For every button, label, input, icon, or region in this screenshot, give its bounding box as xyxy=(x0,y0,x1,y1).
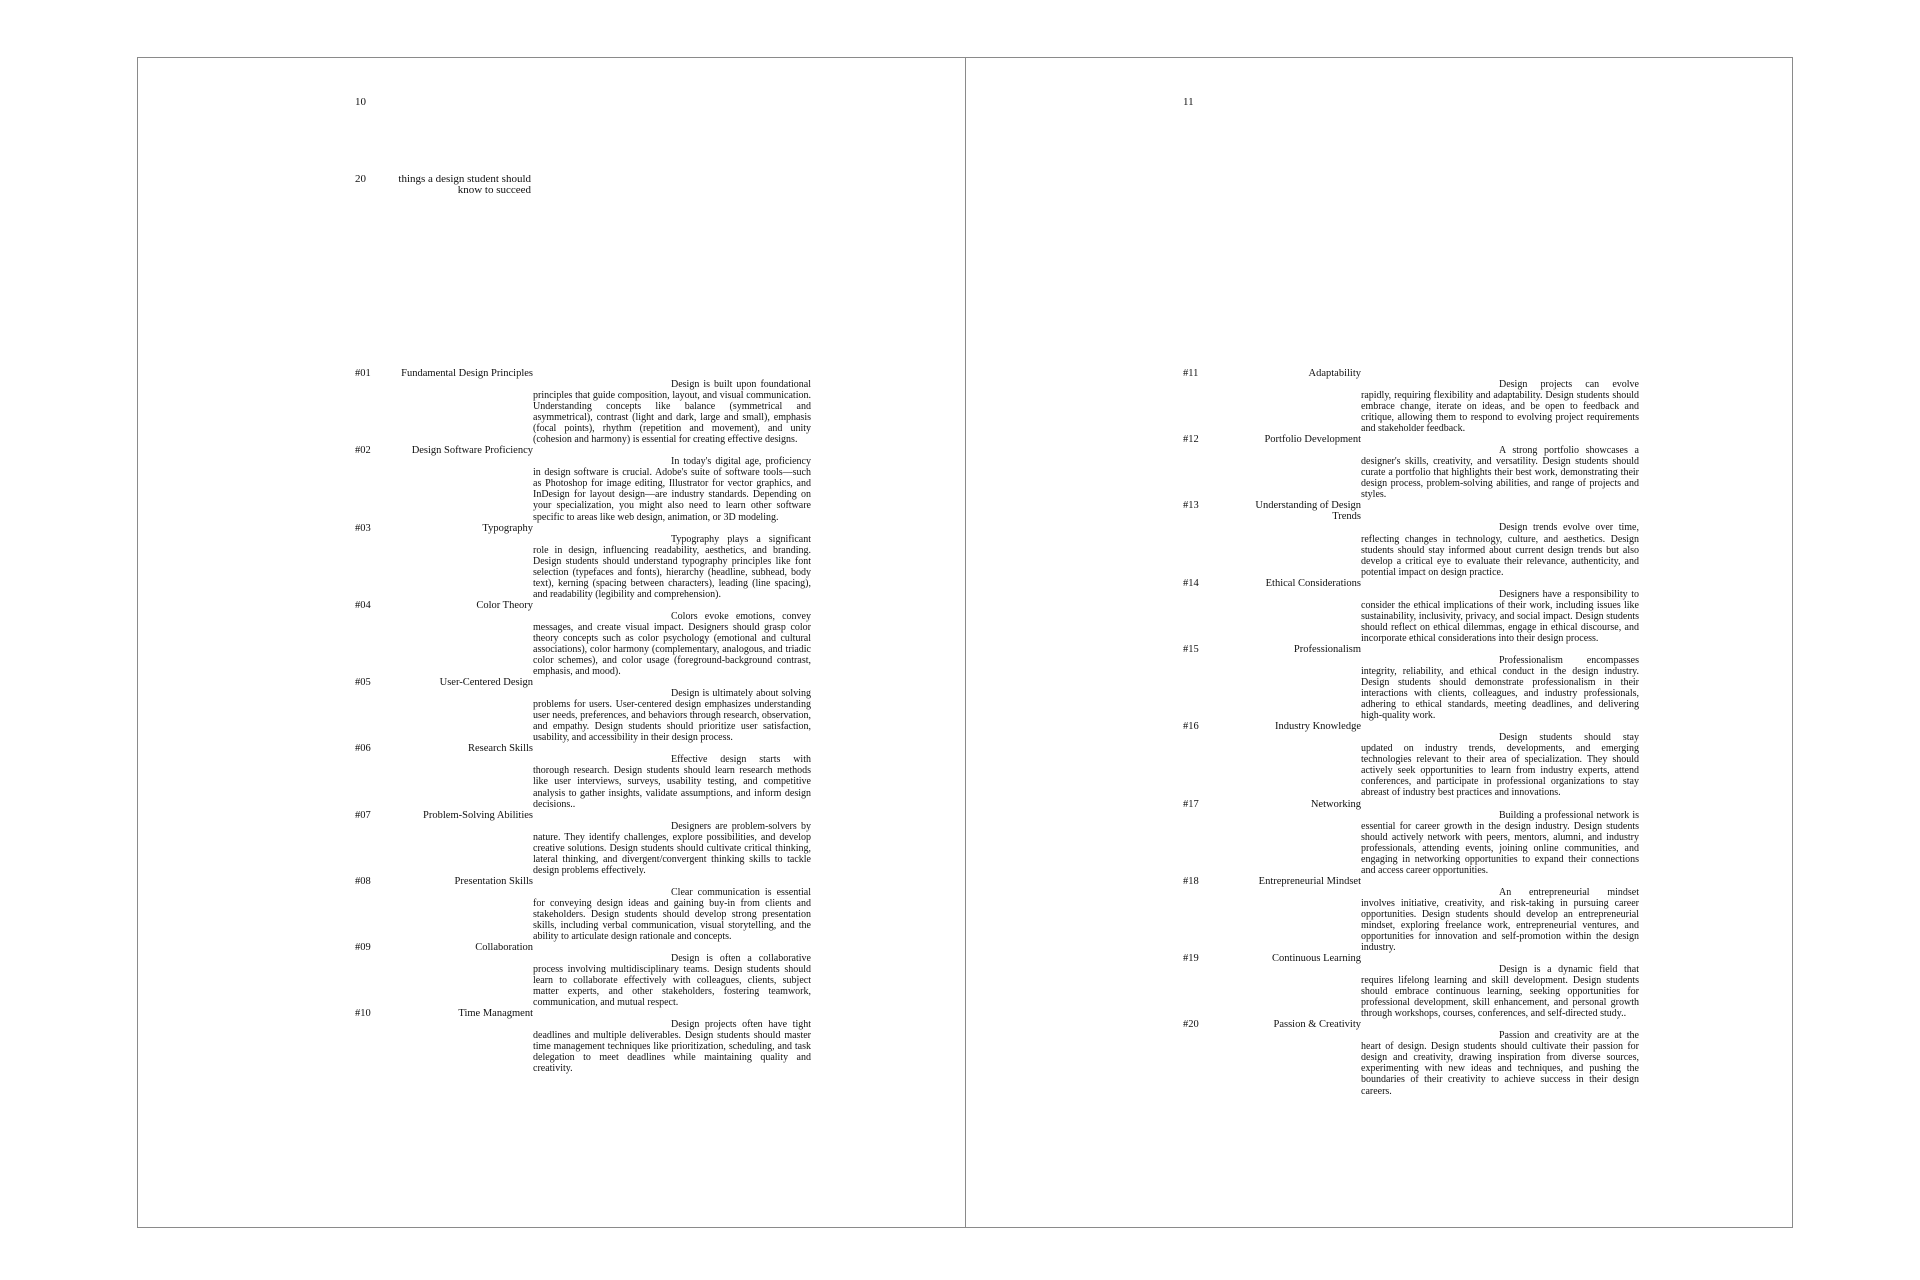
item-heading: Passion & Creativity xyxy=(1273,1019,1361,1031)
item-number: #19 xyxy=(1183,953,1199,965)
item-heading: Continuous Learning xyxy=(1272,953,1361,965)
item-number: #04 xyxy=(355,599,371,611)
list-item xyxy=(1183,876,1747,953)
list-item xyxy=(355,368,919,445)
item-body: Passion and creativity are at the heart of design. Design students should cultivate their passion for design and creativity, drawing inspiration from diverse sources, experimenting with new ideas and techniques, and pushing the boundaries of their creativity to achieve success in their design careers. xyxy=(1361,1030,1639,1097)
item-list xyxy=(355,368,919,1075)
page-number: 11 xyxy=(1183,96,1194,108)
item-heading: Problem-Solving Abilities xyxy=(423,809,533,821)
item-number: #01 xyxy=(355,368,371,379)
item-number: #17 xyxy=(1183,798,1199,810)
item-number: #18 xyxy=(1183,875,1199,887)
item-body: A strong portfolio showcases a designer's skills, creativity, and versatility. Design students should curate a portfolio that highlights their best work, demonstrating their design process, problem-solving abilities, and range of projects and styles. xyxy=(1361,445,1639,501)
item-heading: User-Centered Design xyxy=(439,677,533,689)
item-body: In today's digital age, proficiency in design software is crucial. Adobe's suite of software tools—such as Photoshop for image editing, Illustrator for vector graphics, and InDesign for layout design—are industry standards. Depending on your specialization, you might also need to learn other software specific to areas like web design, animation, or 3D modeling. xyxy=(533,456,811,523)
list-item xyxy=(355,942,919,1008)
item-number: #12 xyxy=(1183,434,1199,446)
list-item xyxy=(355,1008,919,1074)
item-body: Design is a dynamic field that requires lifelong learning and skill development. Design students should embrace continuous learning, seeking opportunities for professional development, skill enhancement, and personal growth through workshops, courses, conferences, and self-directed study.. xyxy=(1361,964,1639,1020)
item-heading: Research Skills xyxy=(467,743,533,755)
item-number: #11 xyxy=(1183,368,1199,379)
item-number: #02 xyxy=(355,445,371,457)
item-heading: Time Managment xyxy=(458,1008,533,1020)
item-heading: Adaptability xyxy=(1308,368,1361,379)
list-item xyxy=(1183,434,1747,500)
list-item xyxy=(355,445,919,522)
list-item xyxy=(1183,1019,1747,1096)
item-heading: Industry Knowledge xyxy=(1274,721,1361,733)
item-number: #15 xyxy=(1183,643,1199,655)
item-heading: Collaboration xyxy=(475,942,533,954)
item-number: #08 xyxy=(355,875,371,887)
item-body: Typography plays a significant role in design, influencing readability, aesthetics, and branding. Design students should understand typography principles like font selection (typefaces and fonts), hierarchy (headline, subhead, body text), kerning (spacing between characters), leading (line spacing), and readability (legibility and comprehension). xyxy=(533,533,811,600)
item-heading: Professionalism xyxy=(1293,643,1361,655)
item-body: Design projects can evolve rapidly, requiring flexibility and adaptability. Design students should embrace change, iterate on ideas, and be open to feedback and critique, allowing them to respond to evolving project requirements and stakeholder feedback. xyxy=(1361,379,1639,435)
item-number: #20 xyxy=(1183,1019,1199,1031)
item-heading: Fundamental Design Principles xyxy=(401,368,533,379)
list-item xyxy=(355,600,919,677)
item-number: #05 xyxy=(355,677,371,689)
item-number: #14 xyxy=(1183,577,1199,589)
item-heading: Understanding of Design Trends xyxy=(1255,500,1361,523)
list-item xyxy=(355,810,919,876)
item-number: #16 xyxy=(1183,721,1199,733)
item-body: An entrepreneurial mindset involves initiative, creativity, and risk-taking in pursuing career opportunities. Design students should develop an entrepreneurial mindset, exploring freelance work, entrepreneurial ventures, and opportunities for innovation and self-promotion within the design industry. xyxy=(1361,886,1639,954)
list-item xyxy=(1183,644,1747,721)
item-body: Clear communication is essential for conveying design ideas and gaining buy-in from clients and stakeholders. Design students should develop strong presentation skills, including verbal communication, visual storytelling, and the ability to articulate design rationale and concepts. xyxy=(533,886,811,943)
item-body: Design is often a collaborative process involving multidisciplinary teams. Design students should learn to collaborate effectively with colleagues, clients, subject matter experts, and other stakeholders, fostering teamwork, communication, and mutual respect. xyxy=(533,953,811,1009)
item-number: #03 xyxy=(355,522,371,534)
item-list xyxy=(1183,368,1747,1097)
item-body: Colors evoke emotions, convey messages, and create visual impact. Designers should grasp color theory concepts such as color psychology (emotional and cultural associations), color harmony (complementary, analogous, and triadic color schemes), and color usage (foreground-background contrast, emphasis, and mood). xyxy=(533,610,811,678)
list-item xyxy=(1183,953,1747,1019)
item-body: Building a professional network is essential for career growth in the design industry. Design students should actively network with peers, mentors, alumni, and industry professionals, attending events, joining online communities, and engaging in networking opportunities to expand their connections and access career opportunities. xyxy=(1361,809,1639,876)
item-body: Design trends evolve over time, reflecting changes in technology, culture, and aesthetics. Design students should stay informed about current design trends but also develop a critical eye to evaluate their relevance, authenticity, and potential impact on design practice. xyxy=(1361,522,1639,578)
item-heading: Design Software Proficiency xyxy=(411,445,533,457)
book-spread xyxy=(137,57,1793,1228)
item-heading: Typography xyxy=(482,522,533,534)
page-number: 10 xyxy=(355,96,366,108)
item-heading: Presentation Skills xyxy=(454,875,533,887)
item-number: #09 xyxy=(355,942,371,954)
page-title: things a design student should know to succeed xyxy=(398,173,531,196)
left-page xyxy=(138,58,965,1227)
item-body: Design is ultimately about solving problems for users. User-centered design emphasizes understanding user needs, preferences, and behaviors through research, observation, and empathy. Design students should prioritize user satisfaction, usability, and accessibility in their design process. xyxy=(533,688,811,744)
item-body: Design is built upon foundational principles that guide composition, layout, and visual communication. Understanding concepts like balance (symmetrical and asymmetrical), contrast (light and dark, large and small), emphasis (focal points), rhythm (repetition and movement), and unity (cohesion and harmony) is essential for creating effective designs. xyxy=(533,379,811,446)
item-heading: Color Theory xyxy=(476,599,533,611)
item-number: #07 xyxy=(355,809,371,821)
item-body: Design students should stay updated on industry trends, developments, and emerging technologies relevant to their area of specialization. They should actively seek opportunities to learn from industry experts, attend conferences, and participate in professional organizations to stay abreast of industry best practices and innovations. xyxy=(1361,732,1639,799)
item-body: Professionalism encompasses integrity, reliability, and ethical conduct in the design industry. Design students should demonstrate professionalism in their interactions with clients, colleagues, and industry professionals, adhering to ethical standards, meeting deadlines, and delivering high-quality work. xyxy=(1361,654,1639,722)
item-heading: Networking xyxy=(1310,798,1361,810)
item-body: Designers have a responsibility to consider the ethical implications of their work, including issues like sustainability, inclusivity, privacy, and social impact. Design students should reflect on ethical dilemmas, engage in ethical discourse, and incorporate ethical considerations into their design process. xyxy=(1361,588,1639,644)
title-number: 20 xyxy=(355,173,366,185)
item-body: Designers are problem-solvers by nature. They identify challenges, explore possibilities, and develop creative solutions. Design students should cultivate critical thinking, lateral thinking, and divergent/convergent thinking skills to tackle design problems effectively. xyxy=(533,820,811,876)
right-page xyxy=(966,58,1793,1227)
item-number: #06 xyxy=(355,743,371,755)
list-item xyxy=(1183,799,1747,876)
item-number: #10 xyxy=(355,1008,371,1020)
item-heading: Portfolio Development xyxy=(1264,434,1361,446)
list-item xyxy=(355,523,919,600)
item-heading: Entrepreneurial Mindset xyxy=(1258,875,1361,887)
list-item xyxy=(355,876,919,942)
item-body: Design projects often have tight deadlines and multiple deliverables. Design students should master time management techniques like prioritization, scheduling, and task delegation to meet deadlines while maintaining quality and creativity. xyxy=(533,1019,811,1075)
item-heading: Ethical Considerations xyxy=(1265,577,1361,589)
list-item xyxy=(1183,368,1747,434)
list-item xyxy=(355,743,919,809)
list-item xyxy=(1183,578,1747,644)
list-item xyxy=(1183,500,1747,577)
item-number: #13 xyxy=(1183,500,1199,512)
list-item xyxy=(355,677,919,743)
item-body: Effective design starts with thorough research. Design students should learn research methods like user interviews, surveys, usability testing, and competitive analysis to gather insights, validate assumptions, and inform design decisions.. xyxy=(533,754,811,810)
list-item xyxy=(1183,721,1747,798)
